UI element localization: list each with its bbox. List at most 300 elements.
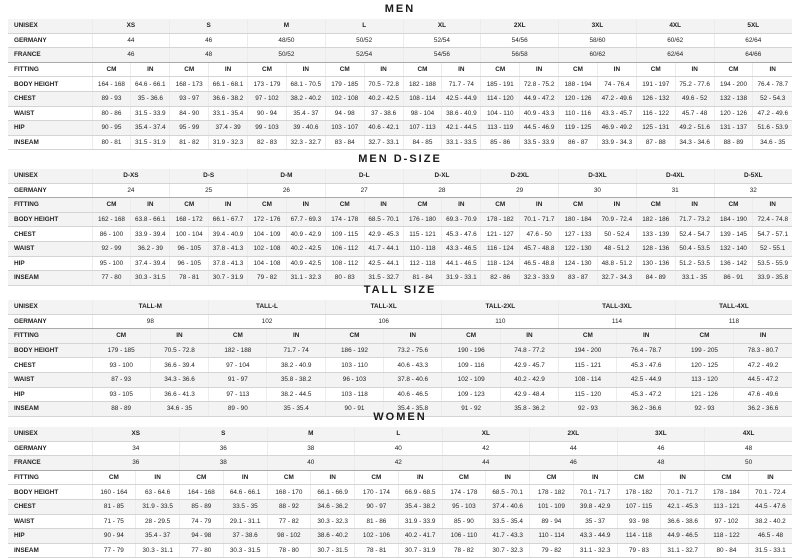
row-label: BODY HEIGHT xyxy=(8,485,92,500)
row-label: BODY HEIGHT xyxy=(8,343,92,358)
value-in: 33.9 - 39.4 xyxy=(131,227,170,242)
value-cm: 132 - 140 xyxy=(714,241,753,256)
value-cm: 139 - 145 xyxy=(714,227,753,242)
value-cm: 173 - 179 xyxy=(248,77,287,92)
value-in: 42.9 - 45.7 xyxy=(500,358,558,373)
value-cm: 102 - 109 xyxy=(442,372,500,387)
value-in: 74 - 76.4 xyxy=(597,77,636,92)
unit-cm: CM xyxy=(92,470,136,485)
value-in: 31.9 - 33.1 xyxy=(442,271,481,286)
value-cm: 86 - 91 xyxy=(714,271,753,286)
value-cm: 106 - 112 xyxy=(325,241,364,256)
germany-size: 60/62 xyxy=(636,33,714,48)
unit-in: IN xyxy=(675,198,714,213)
value-cm: 85 - 90 xyxy=(442,514,486,529)
value-cm: 90 - 97 xyxy=(355,499,399,514)
germany-row xyxy=(8,183,792,198)
unit-cm: CM xyxy=(403,62,442,77)
value-cm: 110 - 118 xyxy=(403,241,442,256)
value-cm: 186 - 192 xyxy=(325,343,383,358)
value-cm: 81 - 84 xyxy=(403,271,442,286)
value-in: 31.9 - 32.3 xyxy=(209,135,248,150)
unit-in: IN xyxy=(267,329,325,344)
value-cm: 114 - 120 xyxy=(481,91,520,106)
value-cm: 179 - 185 xyxy=(325,77,364,92)
value-cm: 172 - 176 xyxy=(248,212,287,227)
value-cm: 178 - 184 xyxy=(705,485,749,500)
germany-size: 30 xyxy=(559,183,637,198)
france-size: 64/66 xyxy=(714,48,792,63)
unit-cm: CM xyxy=(403,198,442,213)
value-in: 35.8 - 38.2 xyxy=(267,372,325,387)
hip-row xyxy=(8,387,792,402)
value-in: 44.5 - 46.9 xyxy=(520,121,559,136)
value-in: 34.6 - 36.2 xyxy=(311,499,355,514)
unit-in: IN xyxy=(442,62,481,77)
germany-size: 32 xyxy=(714,183,792,198)
value-in: 63.8 - 66.1 xyxy=(131,212,170,227)
size-label: 3XL xyxy=(617,427,705,441)
value-cm: 110 - 116 xyxy=(559,106,598,121)
value-cm: 131 - 137 xyxy=(714,121,753,136)
value-in: 70.1 - 71.7 xyxy=(661,485,705,500)
france-row xyxy=(8,456,792,471)
size-label: 4XL xyxy=(636,19,714,33)
value-cm: 102 - 108 xyxy=(325,91,364,106)
value-in: 40.2 - 41.7 xyxy=(398,529,442,544)
value-in: 37.4 - 40.6 xyxy=(486,499,530,514)
unit-cm: CM xyxy=(481,62,520,77)
value-in: 35 - 35.4 xyxy=(267,402,325,417)
value-in: 40.6 - 43.3 xyxy=(384,358,442,373)
row-label: GERMANY xyxy=(8,183,92,198)
size-label: XS xyxy=(92,19,170,33)
size-label: S xyxy=(180,427,268,441)
value-cm: 79 - 83 xyxy=(617,543,661,558)
germany-size: 27 xyxy=(325,183,403,198)
value-in: 30.3 - 31.1 xyxy=(136,543,180,558)
value-in: 31.5 - 33.1 xyxy=(748,543,792,558)
value-cm: 80 - 81 xyxy=(92,135,131,150)
row-label: GERMANY xyxy=(8,33,92,48)
size-label: D-3XL xyxy=(559,169,637,183)
value-in: 35.8 - 36.2 xyxy=(500,402,558,417)
value-cm: 121 - 126 xyxy=(675,387,733,402)
unit-cm: CM xyxy=(559,329,617,344)
value-cm: 81 - 85 xyxy=(92,499,136,514)
value-in: 66.1 - 67.7 xyxy=(209,212,248,227)
value-in: 35.4 - 35.8 xyxy=(384,402,442,417)
value-in: 38.2 - 40.2 xyxy=(286,91,325,106)
size-label: S xyxy=(170,19,248,33)
row-label: INSEAM xyxy=(8,135,92,150)
row-label: HIP xyxy=(8,121,92,136)
value-in: 30.7 - 31.9 xyxy=(398,543,442,558)
value-in: 33.9 - 34.3 xyxy=(597,135,636,150)
size-label: XL xyxy=(442,427,530,441)
value-in: 34.3 - 34.6 xyxy=(675,135,714,150)
unit-in: IN xyxy=(597,198,636,213)
germany-size: 24 xyxy=(92,183,170,198)
france-row xyxy=(8,48,792,63)
value-cm: 78 - 81 xyxy=(170,271,209,286)
unit-in: IN xyxy=(209,198,248,213)
size-label: TALL-4XL xyxy=(675,300,792,314)
fitting-row xyxy=(8,329,792,344)
germany-size: 54/56 xyxy=(481,33,559,48)
value-in: 32.3 - 32.7 xyxy=(286,135,325,150)
value-cm: 95 - 100 xyxy=(92,256,131,271)
value-cm: 78 - 82 xyxy=(442,543,486,558)
value-cm: 199 - 205 xyxy=(675,343,733,358)
germany-size: 38 xyxy=(267,441,355,456)
value-in: 36.2 - 36.6 xyxy=(617,402,675,417)
unit-cm: CM xyxy=(714,62,753,77)
france-size: 40 xyxy=(267,456,355,471)
value-in: 31.1 - 32.3 xyxy=(286,271,325,286)
value-cm: 84 - 90 xyxy=(170,106,209,121)
value-in: 34.6 - 35 xyxy=(150,402,208,417)
value-in: 47.6 - 49.6 xyxy=(734,387,792,402)
value-cm: 97 - 113 xyxy=(209,387,267,402)
value-in: 70.1 - 71.7 xyxy=(573,485,617,500)
value-cm: 178 - 182 xyxy=(530,485,574,500)
value-in: 33.9 - 35.8 xyxy=(753,271,792,286)
value-cm: 119 - 125 xyxy=(559,121,598,136)
value-in: 41.7 - 44.1 xyxy=(364,241,403,256)
value-cm: 90 - 91 xyxy=(325,402,383,417)
value-in: 38.2 - 40.2 xyxy=(748,514,792,529)
value-in: 64.6 - 66.1 xyxy=(131,77,170,92)
row-label: FITTING xyxy=(8,62,92,77)
value-cm: 77 - 82 xyxy=(267,514,311,529)
france-size: 60/62 xyxy=(559,48,637,63)
france-size: 50 xyxy=(705,456,793,471)
value-in: 71.7 - 73.2 xyxy=(675,212,714,227)
france-size: 46 xyxy=(530,456,618,471)
value-cm: 103 - 110 xyxy=(325,358,383,373)
value-cm: 85 - 86 xyxy=(481,135,520,150)
row-label: CHEST xyxy=(8,91,92,106)
germany-size: 26 xyxy=(248,183,326,198)
value-in: 38.2 - 40.9 xyxy=(267,358,325,373)
value-cm: 82 - 86 xyxy=(481,271,520,286)
value-in: 40.6 - 46.5 xyxy=(384,387,442,402)
value-cm: 128 - 136 xyxy=(636,241,675,256)
value-in: 68.5 - 70.1 xyxy=(486,485,530,500)
hip-row xyxy=(8,529,792,544)
row-label: WAIST xyxy=(8,241,92,256)
value-cm: 93 - 97 xyxy=(170,91,209,106)
unit-in: IN xyxy=(223,470,267,485)
value-in: 67.7 - 69.3 xyxy=(286,212,325,227)
france-size: 48 xyxy=(617,456,705,471)
value-in: 35 - 37 xyxy=(573,514,617,529)
value-cm: 96 - 105 xyxy=(170,256,209,271)
germany-row xyxy=(8,441,792,456)
value-cm: 102 - 108 xyxy=(248,241,287,256)
unit-in: IN xyxy=(286,62,325,77)
value-in: 30.3 - 32.3 xyxy=(311,514,355,529)
germany-size: 48/50 xyxy=(248,33,326,48)
size-table-mend xyxy=(8,169,792,286)
germany-size: 48 xyxy=(705,441,793,456)
germany-size: 44 xyxy=(530,441,618,456)
value-cm: 184 - 190 xyxy=(714,212,753,227)
value-in: 42.9 - 48.4 xyxy=(500,387,558,402)
value-in: 31.9 - 33.9 xyxy=(398,514,442,529)
size-label: D-M xyxy=(248,169,326,183)
value-cm: 94 - 98 xyxy=(325,106,364,121)
height-row xyxy=(8,77,792,92)
value-cm: 85 - 89 xyxy=(180,499,224,514)
unit-in: IN xyxy=(136,470,180,485)
value-cm: 115 - 120 xyxy=(559,387,617,402)
row-label: WAIST xyxy=(8,372,92,387)
value-in: 40.2 - 42.9 xyxy=(500,372,558,387)
row-label: INSEAM xyxy=(8,402,92,417)
value-in: 36.2 - 36.6 xyxy=(734,402,792,417)
value-in: 66.1 - 68.1 xyxy=(209,77,248,92)
value-in: 46.5 - 48.8 xyxy=(520,256,559,271)
value-cm: 133 - 139 xyxy=(636,227,675,242)
value-in: 51.2 - 53.5 xyxy=(675,256,714,271)
value-in: 51.6 - 53.9 xyxy=(753,121,792,136)
value-cm: 78 - 81 xyxy=(355,543,399,558)
value-cm: 106 - 110 xyxy=(442,529,486,544)
value-in: 36.2 - 39 xyxy=(131,241,170,256)
value-cm: 103 - 107 xyxy=(325,121,364,136)
value-in: 39 - 40.6 xyxy=(286,121,325,136)
value-in: 32.3 - 33.9 xyxy=(520,271,559,286)
row-label: CHEST xyxy=(8,227,92,242)
value-in: 70.9 - 72.4 xyxy=(597,212,636,227)
row-label: CHEST xyxy=(8,499,92,514)
value-cm: 86 - 87 xyxy=(559,135,598,150)
row-label: HIP xyxy=(8,387,92,402)
france-size: 52/54 xyxy=(325,48,403,63)
unit-cm: CM xyxy=(325,329,383,344)
germany-size: 98 xyxy=(92,314,209,329)
value-cm: 92 - 99 xyxy=(92,241,131,256)
value-cm: 132 - 138 xyxy=(714,91,753,106)
germany-size: 31 xyxy=(636,183,714,198)
value-cm: 89 - 94 xyxy=(530,514,574,529)
value-in: 33.5 - 35 xyxy=(223,499,267,514)
waist-row xyxy=(8,106,792,121)
unit-in: IN xyxy=(734,329,792,344)
chest-row xyxy=(8,91,792,106)
value-cm: 125 - 131 xyxy=(636,121,675,136)
value-in: 33.5 - 35.4 xyxy=(486,514,530,529)
germany-size: 110 xyxy=(442,314,559,329)
size-label: TALL-M xyxy=(92,300,209,314)
height-row xyxy=(8,212,792,227)
value-in: 33.1 - 35.4 xyxy=(209,106,248,121)
row-label: GERMANY xyxy=(8,441,92,456)
unit-cm: CM xyxy=(636,62,675,77)
value-cm: 164 - 168 xyxy=(92,77,131,92)
value-in: 35.4 - 38.2 xyxy=(398,499,442,514)
unit-cm: CM xyxy=(92,198,131,213)
value-in: 32.7 - 33.1 xyxy=(364,135,403,150)
value-cm: 96 - 105 xyxy=(170,241,209,256)
value-in: 48 - 51.2 xyxy=(597,241,636,256)
value-in: 28 - 29.5 xyxy=(136,514,180,529)
value-cm: 104 - 109 xyxy=(248,227,287,242)
value-in: 44.5 - 47.6 xyxy=(748,499,792,514)
value-cm: 130 - 136 xyxy=(636,256,675,271)
value-in: 33.1 - 33.5 xyxy=(442,135,481,150)
value-cm: 89 - 93 xyxy=(92,91,131,106)
value-cm: 188 - 194 xyxy=(559,77,598,92)
unit-in: IN xyxy=(486,470,530,485)
size-label: D-XL xyxy=(403,169,481,183)
value-in: 31.1 - 32.7 xyxy=(661,543,705,558)
value-in: 46.9 - 49.2 xyxy=(597,121,636,136)
value-in: 38.6 - 40.9 xyxy=(442,106,481,121)
value-cm: 79 - 82 xyxy=(530,543,574,558)
value-cm: 83 - 87 xyxy=(559,271,598,286)
france-size: 42 xyxy=(355,456,443,471)
value-in: 52 - 54.3 xyxy=(753,91,792,106)
size-label: M xyxy=(267,427,355,441)
value-cm: 82 - 83 xyxy=(248,135,287,150)
value-cm: 104 - 110 xyxy=(481,106,520,121)
fitting-row xyxy=(8,470,792,485)
row-label: CHEST xyxy=(8,358,92,373)
value-in: 75.2 - 77.6 xyxy=(675,77,714,92)
value-cm: 83 - 84 xyxy=(325,135,364,150)
unit-cm: CM xyxy=(481,198,520,213)
value-cm: 100 - 104 xyxy=(170,227,209,242)
value-in: 43.3 - 46.5 xyxy=(442,241,481,256)
value-in: 31.9 - 33.5 xyxy=(136,499,180,514)
value-cm: 176 - 180 xyxy=(403,212,442,227)
value-cm: 87 - 88 xyxy=(636,135,675,150)
value-cm: 178 - 182 xyxy=(617,485,661,500)
value-cm: 87 - 93 xyxy=(92,372,150,387)
unit-in: IN xyxy=(520,62,559,77)
unit-in: IN xyxy=(597,62,636,77)
value-cm: 77 - 80 xyxy=(92,271,131,286)
section-title: MEN D-SIZE xyxy=(358,153,442,165)
value-cm: 109 - 115 xyxy=(325,227,364,242)
value-cm: 80 - 84 xyxy=(705,543,749,558)
value-cm: 178 - 182 xyxy=(481,212,520,227)
value-cm: 96 - 103 xyxy=(325,372,383,387)
value-in: 44.9 - 47.2 xyxy=(520,91,559,106)
value-cm: 121 - 127 xyxy=(481,227,520,242)
size-label: XL xyxy=(403,19,481,33)
section-title: TALL SIZE xyxy=(363,284,437,296)
value-in: 35.4 - 37 xyxy=(136,529,180,544)
unit-cm: CM xyxy=(209,329,267,344)
value-cm: 174 - 178 xyxy=(325,212,364,227)
chest-row xyxy=(8,499,792,514)
unit-in: IN xyxy=(661,470,705,485)
value-cm: 191 - 197 xyxy=(636,77,675,92)
hip-row xyxy=(8,121,792,136)
unit-in: IN xyxy=(617,329,675,344)
unisex-row xyxy=(8,169,792,183)
size-label: D-XS xyxy=(92,169,170,183)
row-label: UNISEX xyxy=(8,19,92,33)
value-cm: 98 - 102 xyxy=(267,529,311,544)
unit-in: IN xyxy=(748,470,792,485)
value-cm: 86 - 100 xyxy=(92,227,131,242)
value-cm: 164 - 168 xyxy=(180,485,224,500)
france-size: 50/52 xyxy=(248,48,326,63)
value-in: 45.7 - 48.8 xyxy=(520,241,559,256)
row-label: INSEAM xyxy=(8,543,92,558)
unit-cm: CM xyxy=(248,62,287,77)
value-cm: 95 - 99 xyxy=(170,121,209,136)
hip-row xyxy=(8,256,792,271)
unit-cm: CM xyxy=(267,470,311,485)
value-in: 70.5 - 72.8 xyxy=(364,77,403,92)
unisex-row xyxy=(8,427,792,441)
unit-in: IN xyxy=(384,329,442,344)
size-label: 5XL xyxy=(714,19,792,33)
unit-cm: CM xyxy=(170,198,209,213)
value-cm: 115 - 121 xyxy=(559,358,617,373)
value-in: 39.4 - 40.9 xyxy=(209,227,248,242)
value-in: 45.3 - 47.6 xyxy=(442,227,481,242)
value-in: 54.7 - 57.1 xyxy=(753,227,792,242)
value-in: 30.3 - 31.5 xyxy=(223,543,267,558)
value-cm: 94 - 98 xyxy=(180,529,224,544)
value-cm: 180 - 184 xyxy=(559,212,598,227)
unit-in: IN xyxy=(364,198,403,213)
value-in: 37.4 - 39 xyxy=(209,121,248,136)
value-in: 47.6 - 50 xyxy=(520,227,559,242)
value-in: 47.2 - 49.2 xyxy=(734,358,792,373)
germany-size: 106 xyxy=(325,314,442,329)
value-cm: 120 - 126 xyxy=(714,106,753,121)
waist-row xyxy=(8,514,792,529)
value-cm: 90 - 94 xyxy=(92,529,136,544)
value-in: 42.1 - 44.5 xyxy=(442,121,481,136)
value-in: 40.9 - 43.3 xyxy=(520,106,559,121)
value-in: 43.3 - 45.7 xyxy=(597,106,636,121)
value-cm: 118 - 124 xyxy=(481,256,520,271)
row-label: FRANCE xyxy=(8,456,92,471)
value-in: 76.4 - 78.7 xyxy=(753,77,792,92)
germany-size: 36 xyxy=(180,441,268,456)
row-label: FITTING xyxy=(8,470,92,485)
value-in: 44.9 - 46.5 xyxy=(661,529,705,544)
section-tall xyxy=(0,281,800,417)
value-cm: 93 - 105 xyxy=(92,387,150,402)
row-label: WAIST xyxy=(8,106,92,121)
section-mend xyxy=(0,150,800,286)
section-title: WOMEN xyxy=(373,411,427,423)
france-size: 56/58 xyxy=(481,48,559,63)
unit-in: IN xyxy=(398,470,442,485)
value-in: 70.1 - 71.7 xyxy=(520,212,559,227)
size-label: 4XL xyxy=(705,427,793,441)
germany-size: 102 xyxy=(209,314,326,329)
fitting-row xyxy=(8,62,792,77)
value-cm: 77 - 80 xyxy=(180,543,224,558)
value-in: 68.1 - 70.5 xyxy=(286,77,325,92)
unit-in: IN xyxy=(753,62,792,77)
value-in: 35.4 - 37 xyxy=(286,106,325,121)
value-cm: 90 - 94 xyxy=(248,106,287,121)
value-in: 52.4 - 54.7 xyxy=(675,227,714,242)
size-label: L xyxy=(355,427,443,441)
